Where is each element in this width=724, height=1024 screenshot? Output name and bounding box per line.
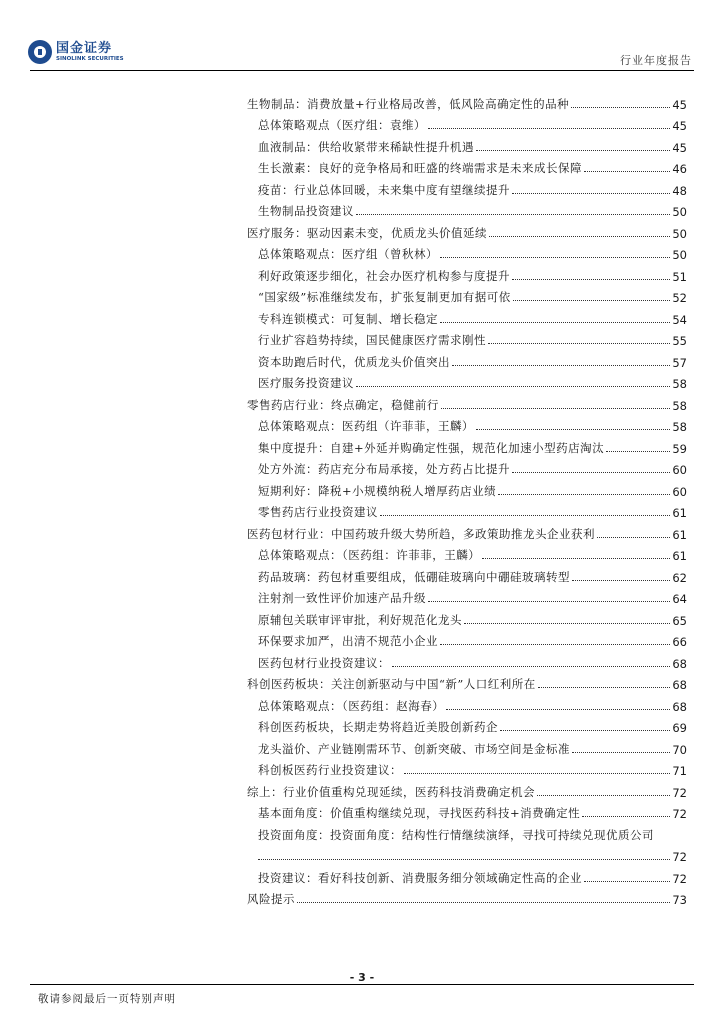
- toc-leader-dots: [482, 558, 670, 559]
- toc-entry[interactable]: [247, 456, 687, 478]
- toc-leader-dots: [571, 107, 670, 108]
- toc-entry[interactable]: [247, 348, 687, 370]
- toc-entry-title: 利好政策逐步细化，社会办医疗机构参与度提升: [258, 268, 510, 283]
- toc-leader-dots: [512, 472, 670, 473]
- toc-leader-dots: [537, 795, 670, 796]
- toc-leader-dots: [498, 494, 670, 495]
- toc-entry-page: 68: [672, 678, 687, 692]
- toc-leader-dots: [297, 902, 670, 903]
- logo-chinese-name: 国金证券: [56, 40, 113, 56]
- toc-entry-page: 60: [672, 484, 687, 499]
- toc-entry[interactable]: [247, 284, 687, 306]
- toc-entry[interactable]: [247, 821, 687, 843]
- toc-entry-page: 60: [672, 463, 687, 477]
- toc-leader-dots: [392, 666, 670, 667]
- toc-entry-title: 短期利好：降税+小规模纳税人增厚药店业绩: [258, 483, 497, 498]
- toc-entry[interactable]: [247, 606, 687, 628]
- toc-leader-dots: [428, 128, 670, 129]
- toc-entry[interactable]: [247, 391, 687, 413]
- toc-leader-dots: [572, 752, 670, 753]
- toc-entry[interactable]: [247, 735, 687, 757]
- toc-entry-page: 72: [672, 807, 687, 821]
- header-divider: [30, 70, 694, 71]
- toc-entry-title: 投资面角度：投资面角度：结构性行情继续演绎，寻找可持续兑现优质公司: [258, 827, 654, 842]
- toc-entry[interactable]: [247, 649, 687, 671]
- toc-entry[interactable]: [247, 692, 687, 714]
- toc-entry[interactable]: [247, 671, 687, 693]
- toc-leader-dots: [404, 773, 670, 774]
- toc-entry[interactable]: [247, 327, 687, 349]
- toc-leader-dots: [488, 343, 670, 344]
- footer-disclaimer: 敬请参阅最后一页特别声明: [38, 993, 176, 1005]
- toc-entry-title: 生物制品：消费放量+行业格局改善，低风险高确定性的品种: [247, 96, 570, 111]
- toc-entry-page: 69: [672, 721, 687, 735]
- toc-entry-page: 59: [672, 441, 687, 456]
- toc-entry-title: 行业扩容趋势持续，国民健康医疗需求刚性: [258, 333, 486, 347]
- toc-entry-page: 50: [672, 226, 687, 241]
- toc-leader-dots: [572, 580, 670, 581]
- toc-entry-title: 药品玻璃：药包材重要组成，低硼硅玻璃向中硼硅玻璃转型: [258, 569, 570, 584]
- toc-entry[interactable]: [247, 112, 687, 134]
- toc-entry-page: 72: [672, 850, 687, 864]
- toc-entry-page: 45: [672, 140, 687, 155]
- toc-leader-dots: [446, 709, 670, 710]
- toc-entry-title: 处方外流：药店充分布局承接，处方药占比提升: [258, 462, 510, 476]
- toc-entry-title: 总体策略观点：（医药组：许菲菲，王麟）: [258, 548, 481, 562]
- toc-entry-continuation[interactable]: [247, 843, 687, 865]
- toc-entry-page: 51: [672, 269, 687, 284]
- toc-entry[interactable]: [247, 800, 687, 822]
- sinolink-logo-icon: [28, 40, 52, 64]
- toc-entry[interactable]: [247, 778, 687, 800]
- toc-entry-title: 专科连锁模式：可复制、增长稳定: [258, 311, 438, 326]
- toc-entry-title: 基本面角度：价值重构继续兑现，寻找医药科技+消费确定性: [258, 806, 581, 820]
- toc-entry-page: 50: [672, 205, 687, 219]
- toc-entry-title: 投资建议：看好科技创新、消费服务细分领域确定性高的企业: [258, 870, 582, 885]
- toc-leader-dots: [584, 881, 670, 882]
- toc-entry[interactable]: [247, 864, 687, 886]
- toc-entry-title: 环保要求加严，出清不规范小企业: [258, 634, 438, 648]
- toc-entry-title: 龙头溢价、产业链刚需环节、创新突破、市场空间是金标准: [258, 741, 570, 756]
- toc-entry-page: 45: [672, 119, 687, 133]
- page-number: - 3 -: [349, 971, 375, 984]
- toc-entry[interactable]: [247, 219, 687, 241]
- toc-leader-dots: [380, 515, 670, 516]
- toc-entry[interactable]: [247, 499, 687, 521]
- toc-entry[interactable]: [247, 520, 687, 542]
- toc-entry-page: 50: [672, 248, 687, 262]
- toc-entry[interactable]: [247, 886, 687, 908]
- toc-entry-page: 72: [672, 871, 687, 886]
- toc-entry-page: 66: [672, 635, 687, 649]
- toc-entry-page: 58: [672, 398, 687, 413]
- toc-leader-dots: [512, 193, 670, 194]
- toc-entry-page: 58: [672, 377, 687, 391]
- toc-entry-title: 原辅包关联审评审批，利好规范化龙头: [258, 612, 462, 627]
- report-type-label: 行业年度报告: [620, 54, 692, 67]
- toc-leader-dots: [597, 537, 670, 538]
- toc-leader-dots: [356, 386, 670, 387]
- toc-entry-page: 64: [672, 592, 687, 606]
- toc-entry-title: 总体策略观点：医疗组（曾秋林）: [258, 247, 438, 261]
- toc-entry-title: 科创板医药行业投资建议：: [258, 763, 402, 777]
- toc-entry-title: “国家级”标准继续发布，扩张复制更加有据可依: [258, 290, 511, 304]
- toc-leader-dots: [582, 816, 670, 817]
- logo-english-name: SINOLINK SECURITIES: [56, 55, 124, 62]
- toc-entry-title: 风险提示: [247, 892, 295, 906]
- table-of-contents: [247, 90, 687, 907]
- toc-entry-page: 71: [672, 764, 687, 778]
- toc-entry[interactable]: [247, 198, 687, 220]
- toc-entry-title: 总体策略观点：医药组（许菲菲，王麟）: [258, 419, 474, 433]
- toc-leader-dots: [428, 601, 670, 602]
- toc-leader-dots: [606, 451, 670, 452]
- toc-entry-title: 资本助跑后时代，优质龙头价值突出: [258, 354, 450, 369]
- toc-entry[interactable]: [247, 714, 687, 736]
- toc-entry-title: 零售药店行业投资建议: [258, 505, 378, 519]
- toc-leader-dots: [356, 214, 670, 215]
- toc-entry[interactable]: [247, 585, 687, 607]
- toc-entry[interactable]: [247, 90, 687, 112]
- toc-entry-page: 73: [672, 893, 687, 907]
- toc-entry-page: 45: [672, 97, 687, 112]
- toc-leader-dots: [476, 150, 670, 151]
- toc-entry-title: 医疗服务：驱动因素未变，优质龙头价值延续: [247, 225, 487, 240]
- toc-entry-page: 70: [672, 742, 687, 757]
- toc-entry[interactable]: [247, 155, 687, 177]
- toc-leader-dots: [464, 623, 670, 624]
- toc-leader-dots: [440, 644, 670, 645]
- toc-entry[interactable]: [247, 477, 687, 499]
- toc-entry[interactable]: [247, 628, 687, 650]
- toc-entry-title: 医药包材行业：中国药玻升级大势所趋，多政策助推龙头企业获利: [247, 526, 595, 541]
- toc-entry-page: 65: [672, 613, 687, 628]
- toc-leader-dots: [440, 322, 670, 323]
- toc-entry[interactable]: [247, 413, 687, 435]
- toc-entry-page: 61: [672, 549, 687, 563]
- toc-entry-title: 零售药店行业：终点确定，稳健前行: [247, 397, 439, 412]
- footer-divider: [30, 984, 694, 985]
- toc-leader-dots: [538, 687, 671, 688]
- toc-entry-title: 医药包材行业投资建议：: [258, 655, 390, 670]
- toc-entry[interactable]: [247, 241, 687, 263]
- toc-entry-title: 生物制品投资建议: [258, 204, 354, 218]
- toc-entry-title: 医疗服务投资建议: [258, 376, 354, 390]
- page-header: [0, 0, 724, 75]
- toc-entry-page: 48: [672, 183, 687, 198]
- toc-leader-dots: [584, 171, 670, 172]
- toc-entry-page: 68: [672, 656, 687, 671]
- toc-entry-title: 科创医药板块：关注创新驱动与中国“新”人口红利所在: [247, 677, 536, 691]
- toc-entry-title: 生长激素：良好的竞争格局和旺盛的终端需求是未来成长保障: [258, 161, 582, 175]
- toc-entry-title: 科创医药板块，长期走势将趋近美股创新药企: [258, 720, 498, 734]
- toc-entry-page: 68: [672, 699, 687, 714]
- toc-leader-dots: [476, 429, 670, 430]
- toc-entry[interactable]: [247, 176, 687, 198]
- toc-entry-page: 46: [672, 162, 687, 176]
- toc-entry[interactable]: [247, 434, 687, 456]
- toc-entry[interactable]: [247, 542, 687, 564]
- toc-entry[interactable]: [247, 262, 687, 284]
- toc-entry-page: 55: [672, 334, 687, 348]
- toc-entry-title: 血液制品：供给收紧带来稀缺性提升机遇: [258, 139, 474, 154]
- toc-entry-title: 疫苗：行业总体回暖，未来集中度有望继续提升: [258, 182, 510, 197]
- toc-entry-page: 58: [672, 420, 687, 434]
- toc-entry[interactable]: [247, 133, 687, 155]
- toc-entry-page: 61: [672, 527, 687, 542]
- toc-leader-dots: [513, 300, 671, 301]
- toc-leader-dots: [441, 408, 670, 409]
- toc-entry-title: 总体策略观点（医疗组：袁维）: [258, 118, 426, 132]
- toc-entry[interactable]: [247, 563, 687, 585]
- toc-entry-title: 总体策略观点：（医药组：赵海春）: [258, 698, 445, 713]
- toc-entry-page: 61: [672, 506, 687, 520]
- toc-entry-title: 集中度提升：自建+外延并购确定性强，规范化加速小型药店淘汰: [258, 440, 605, 455]
- toc-entry-page: 72: [672, 785, 687, 800]
- toc-entry[interactable]: [247, 757, 687, 779]
- toc-entry-page: 62: [672, 570, 687, 585]
- toc-entry-page: 54: [672, 312, 687, 327]
- toc-entry[interactable]: [247, 305, 687, 327]
- toc-leader-dots: [440, 257, 670, 258]
- toc-leader-dots: [452, 365, 670, 366]
- toc-entry-page: 57: [672, 355, 687, 370]
- toc-leader-dots: [512, 279, 670, 280]
- toc-entry-page: 52: [672, 291, 687, 305]
- toc-leader-dots: [258, 859, 670, 860]
- toc-entry-title: 综上：行业价值重构兑现延续，医药科技消费确定机会: [247, 784, 535, 799]
- toc-entry[interactable]: [247, 370, 687, 392]
- sinolink-logo: [28, 40, 124, 64]
- toc-leader-dots: [489, 236, 670, 237]
- toc-entry-title: 注射剂一致性评价加速产品升级: [258, 591, 426, 605]
- toc-leader-dots: [500, 730, 670, 731]
